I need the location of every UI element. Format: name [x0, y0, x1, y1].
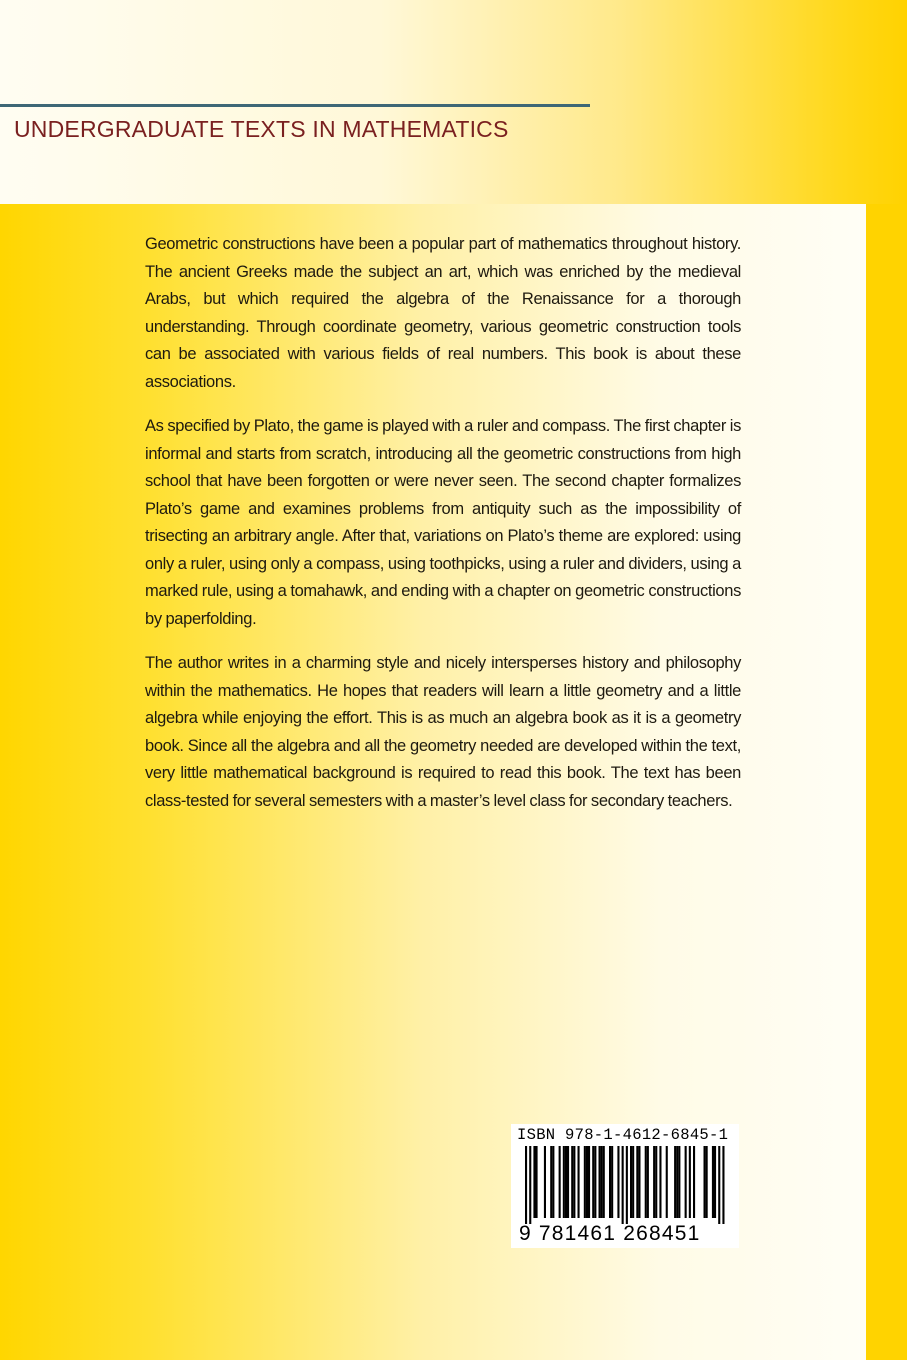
isbn-label: ISBN 978-1-4612-6845-1: [517, 1126, 729, 1144]
barcode-bar: [674, 1146, 676, 1218]
barcode-bar: [609, 1146, 611, 1218]
isbn-barcode: [511, 1124, 739, 1248]
barcode-bar: [571, 1146, 573, 1218]
barcode-bar: [622, 1146, 624, 1224]
barcode-bar: [592, 1146, 594, 1218]
barcode-bar: [685, 1146, 687, 1218]
barcode-bar: [659, 1146, 661, 1218]
barcode-bar: [653, 1146, 655, 1218]
barcode-bar: [676, 1146, 678, 1218]
barcode-bar: [525, 1146, 527, 1224]
barcode-bar: [626, 1146, 628, 1224]
barcode-bar: [559, 1146, 561, 1218]
barcode-bar: [563, 1146, 565, 1218]
top-band: [0, 0, 907, 204]
barcode-bar: [594, 1146, 596, 1218]
barcode-bar: [655, 1146, 657, 1218]
barcode-bar: [693, 1146, 695, 1218]
barcode-bar: [704, 1146, 706, 1218]
barcode-bar: [617, 1146, 619, 1218]
barcode-bar: [529, 1146, 531, 1224]
barcode-bar: [550, 1146, 552, 1218]
barcode-bar: [599, 1146, 601, 1218]
back-cover-blurb: [145, 231, 741, 832]
barcode-bar: [689, 1146, 691, 1218]
barcode-bar: [544, 1146, 546, 1218]
barcode-bar: [712, 1146, 714, 1218]
barcode-bar: [584, 1146, 586, 1218]
barcode-digits: 9 781461 268451: [519, 1222, 701, 1245]
series-rule-line: [0, 104, 590, 107]
barcode-bar: [578, 1146, 580, 1218]
barcode-bar: [647, 1146, 649, 1218]
barcode-bar: [588, 1146, 590, 1218]
right-edge-strip: [866, 204, 907, 1360]
barcode-bar: [714, 1146, 716, 1218]
barcode-bar: [666, 1146, 668, 1218]
barcode-bar: [636, 1146, 638, 1218]
barcode-bar: [706, 1146, 708, 1218]
barcode-bar: [630, 1146, 632, 1218]
barcode-bar: [586, 1146, 588, 1218]
barcode-bar: [718, 1146, 720, 1224]
blurb-paragraph-1: Geometric constructions have been a popular part of mathematics throughout history. The ancient Greeks made the subject an art, which was enriched by the medieval Arabs, but which required the algebra of the Renaissance for a thorough understanding. Through coordinate geometry, various geometric construction tools can be associated with various fields of real numbers. This book is about these associations.: [145, 235, 741, 391]
blurb-paragraph-3: The author writes in a charming style and nicely intersperses history and philosophy within the mathematics. He hopes that readers will learn a little geometry and a little algebra while enjoying the effort. This is as much an algebra book as it is a geometry book. Since all the algebra and all the geometry needed are developed within the text, very little mathematical background is required to read this book. The text has been class-tested for several semesters with a master’s level class for secondary teachers.: [145, 654, 741, 810]
barcode-bar: [567, 1146, 569, 1218]
barcode-bar: [603, 1146, 605, 1218]
barcode-bar: [573, 1146, 575, 1218]
barcode-bar: [565, 1146, 567, 1218]
barcode-bar: [678, 1146, 680, 1218]
barcode-bar: [645, 1146, 647, 1218]
barcode-bar: [611, 1146, 613, 1218]
barcode-bar: [536, 1146, 538, 1218]
barcode-bar: [552, 1146, 554, 1218]
barcode-bar: [638, 1146, 640, 1218]
barcode-bar: [601, 1146, 603, 1218]
series-title: UNDERGRADUATE TEXTS IN MATHEMATICS: [14, 116, 509, 142]
barcode-bar: [632, 1146, 634, 1218]
barcode-bars: [511, 1146, 739, 1224]
barcode-bar: [533, 1146, 535, 1218]
blurb-paragraph-2: As specified by Plato, the game is played with a ruler and compass. The first chapter is informal and starts from scratch, introducing all the geometric constructions from high school that have been forgotten or were never seen. The second chapter formalizes Plato’s game and examines problems from antiquity such as the impossibility of trisecting an arbitrary angle. After that, variations on Plato’s theme are explored: using only a ruler, using only a compass, using toothpicks, using a ruler and dividers, using a marked rule, using a tomahawk, and ending with a chapter on geometric constructions by paperfolding.: [145, 417, 741, 628]
barcode-bar: [722, 1146, 724, 1224]
